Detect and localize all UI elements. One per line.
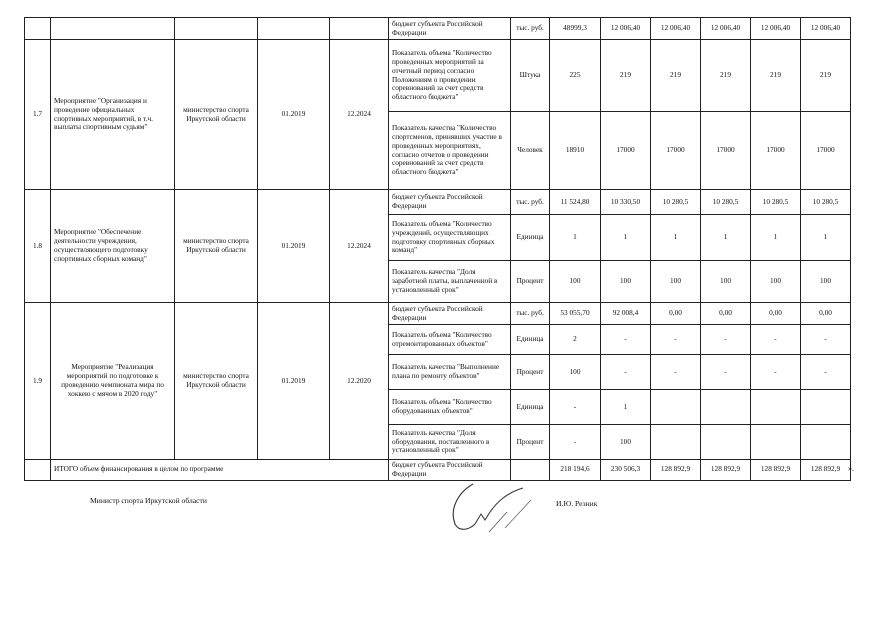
start-date: 01.2019 [258, 303, 330, 460]
indicator-cell: Показатель объема "Количество оборудованных объектов" [389, 390, 511, 425]
end-date: 12.2024 [330, 40, 389, 190]
indicator-cell: Показатель качества "Доля оборудования, поставленного в установленный срок" [389, 425, 511, 460]
value-cell: 100 [751, 261, 801, 303]
unit-cell: Штука [511, 40, 550, 112]
value-cell: 100 [801, 261, 851, 303]
value-cell [651, 425, 701, 460]
value-cell [751, 425, 801, 460]
activity-name: Мероприятие "Реализация мероприятий по подготовке к проведению чемпионата мира по хоккею с мячом в 2020 году" [51, 303, 175, 460]
value-cell: 219 [651, 40, 701, 112]
unit-cell: Единица [511, 215, 550, 261]
value-cell: 100 [550, 355, 601, 390]
total-label: ИТОГО объем финансирования в целом по программе [51, 460, 389, 481]
value-cell: 219 [801, 40, 851, 112]
start-date: 01.2019 [258, 40, 330, 190]
value-cell: 53 055,70 [550, 303, 601, 325]
signer-position: Министр спорта Иркутской области [90, 496, 207, 505]
activity-name: Мероприятие "Организация и проведение официальных спортивных мероприятий, в т.ч. выплаты спортивным судьям" [51, 40, 175, 190]
value-cell: 219 [751, 40, 801, 112]
value-cell: 17000 [601, 112, 651, 190]
value-cell [801, 390, 851, 425]
value-cell: 128 892,9 [801, 460, 851, 481]
table-row-total [25, 460, 851, 481]
end-date: 12.2020 [330, 303, 389, 460]
indicator-cell: бюджет субъекта Российской Федерации [389, 18, 511, 40]
table-row [25, 40, 851, 112]
value-cell: - [550, 390, 601, 425]
indicator-cell: Показатель объема "Количество проведенных мероприятий за отчетный период согласно Положениям о проведении соревнований за счет средств областного бюджета" [389, 40, 511, 112]
indicator-cell: бюджет субъекта Российской Федерации [389, 303, 511, 325]
unit-cell: тыс. руб. [511, 190, 550, 215]
indicator-cell: Показатель качества "Доля заработной платы, выплаченной в установленный срок" [389, 261, 511, 303]
indicator-cell: бюджет субъекта Российской Федерации [389, 190, 511, 215]
value-cell: 1 [601, 215, 651, 261]
value-cell: 219 [601, 40, 651, 112]
indicator-cell: Показатель качества "Количество спортсменов, принявших участие в проведенных мероприятиях, согласно отчетов о проведении соревнований за счет средств областного бюджета" [389, 112, 511, 190]
value-cell: - [751, 355, 801, 390]
value-cell: 1 [550, 215, 601, 261]
value-cell: - [801, 325, 851, 355]
unit-cell: Процент [511, 425, 550, 460]
value-cell: 0,00 [651, 303, 701, 325]
value-cell: 0,00 [801, 303, 851, 325]
value-cell: - [801, 355, 851, 390]
handwritten-signature [445, 470, 540, 540]
table-row [25, 18, 851, 40]
value-cell: 10 280,5 [701, 190, 751, 215]
indicator-cell: Показатель объема "Количество отремонтированных объектов" [389, 325, 511, 355]
table-row [25, 303, 851, 325]
indicator-cell: бюджет субъекта Российской Федерации [389, 460, 511, 481]
value-cell: 100 [601, 261, 651, 303]
value-cell: 17000 [701, 112, 751, 190]
value-cell: 225 [550, 40, 601, 112]
value-cell: 10 280,5 [801, 190, 851, 215]
value-cell [701, 425, 751, 460]
unit-cell: Процент [511, 355, 550, 390]
value-cell: 219 [701, 40, 751, 112]
unit-cell: Процент [511, 261, 550, 303]
closing-quote-mark: ». [848, 464, 854, 473]
unit-cell: Единица [511, 390, 550, 425]
value-cell: - [701, 355, 751, 390]
unit-cell: Единица [511, 325, 550, 355]
value-cell: 12 006,40 [701, 18, 751, 40]
value-cell [801, 425, 851, 460]
activity-name: Мероприятие "Обеспечение деятельности учреждения, осуществляющего подготовку спортивных сборных команд" [51, 190, 175, 303]
value-cell: 17000 [651, 112, 701, 190]
unit-cell: тыс. руб. [511, 18, 550, 40]
value-cell: 10 330,50 [601, 190, 651, 215]
value-cell: 100 [550, 261, 601, 303]
value-cell: 10 280,5 [651, 190, 701, 215]
value-cell: 0,00 [751, 303, 801, 325]
value-cell: 18910 [550, 112, 601, 190]
value-cell: 2 [550, 325, 601, 355]
value-cell: - [651, 355, 701, 390]
signer-name: И.Ю. Резник [556, 499, 598, 508]
value-cell: 1 [601, 390, 651, 425]
row-number: 1.7 [25, 40, 51, 190]
start-date: 01.2019 [258, 190, 330, 303]
value-cell: 100 [601, 425, 651, 460]
program-table [24, 17, 851, 481]
value-cell: 100 [701, 261, 751, 303]
value-cell: 1 [801, 215, 851, 261]
executor-cell: министерство спорта Иркутской области [175, 190, 258, 303]
value-cell: 17000 [801, 112, 851, 190]
unit-cell: тыс. руб. [511, 303, 550, 325]
value-cell: - [601, 325, 651, 355]
indicator-cell: Показатель объема "Количество учреждений, осуществляющих подготовку спортивных сборных команд" [389, 215, 511, 261]
value-cell: 0,00 [701, 303, 751, 325]
value-cell: - [751, 325, 801, 355]
value-cell: 230 506,3 [601, 460, 651, 481]
value-cell: 48999,3 [550, 18, 601, 40]
row-number: 1.8 [25, 190, 51, 303]
executor-cell: министерство спорта Иркутской области [175, 303, 258, 460]
value-cell: 128 892,9 [651, 460, 701, 481]
value-cell: 92 008,4 [601, 303, 651, 325]
value-cell: - [601, 355, 651, 390]
value-cell: 17000 [751, 112, 801, 190]
value-cell: 12 006,40 [801, 18, 851, 40]
end-date: 12.2024 [330, 190, 389, 303]
executor-cell: министерство спорта Иркутской области [175, 40, 258, 190]
unit-cell: Человек [511, 112, 550, 190]
indicator-cell: Показатель качества "Выполнение плана по ремонту объектов" [389, 355, 511, 390]
value-cell: 218 194,6 [550, 460, 601, 481]
value-cell: 1 [651, 215, 701, 261]
value-cell [651, 390, 701, 425]
value-cell: 100 [651, 261, 701, 303]
table-row [25, 190, 851, 215]
value-cell: 12 006,40 [751, 18, 801, 40]
value-cell: - [651, 325, 701, 355]
value-cell: 1 [701, 215, 751, 261]
value-cell: 10 280,5 [751, 190, 801, 215]
value-cell: 1 [751, 215, 801, 261]
value-cell: 128 892,9 [751, 460, 801, 481]
value-cell: 11 524,80 [550, 190, 601, 215]
value-cell [701, 390, 751, 425]
value-cell: - [701, 325, 751, 355]
value-cell: 12 006,40 [601, 18, 651, 40]
value-cell: 12 006,40 [651, 18, 701, 40]
value-cell: - [550, 425, 601, 460]
value-cell: 128 892,9 [701, 460, 751, 481]
row-number: 1.9 [25, 303, 51, 460]
value-cell [751, 390, 801, 425]
